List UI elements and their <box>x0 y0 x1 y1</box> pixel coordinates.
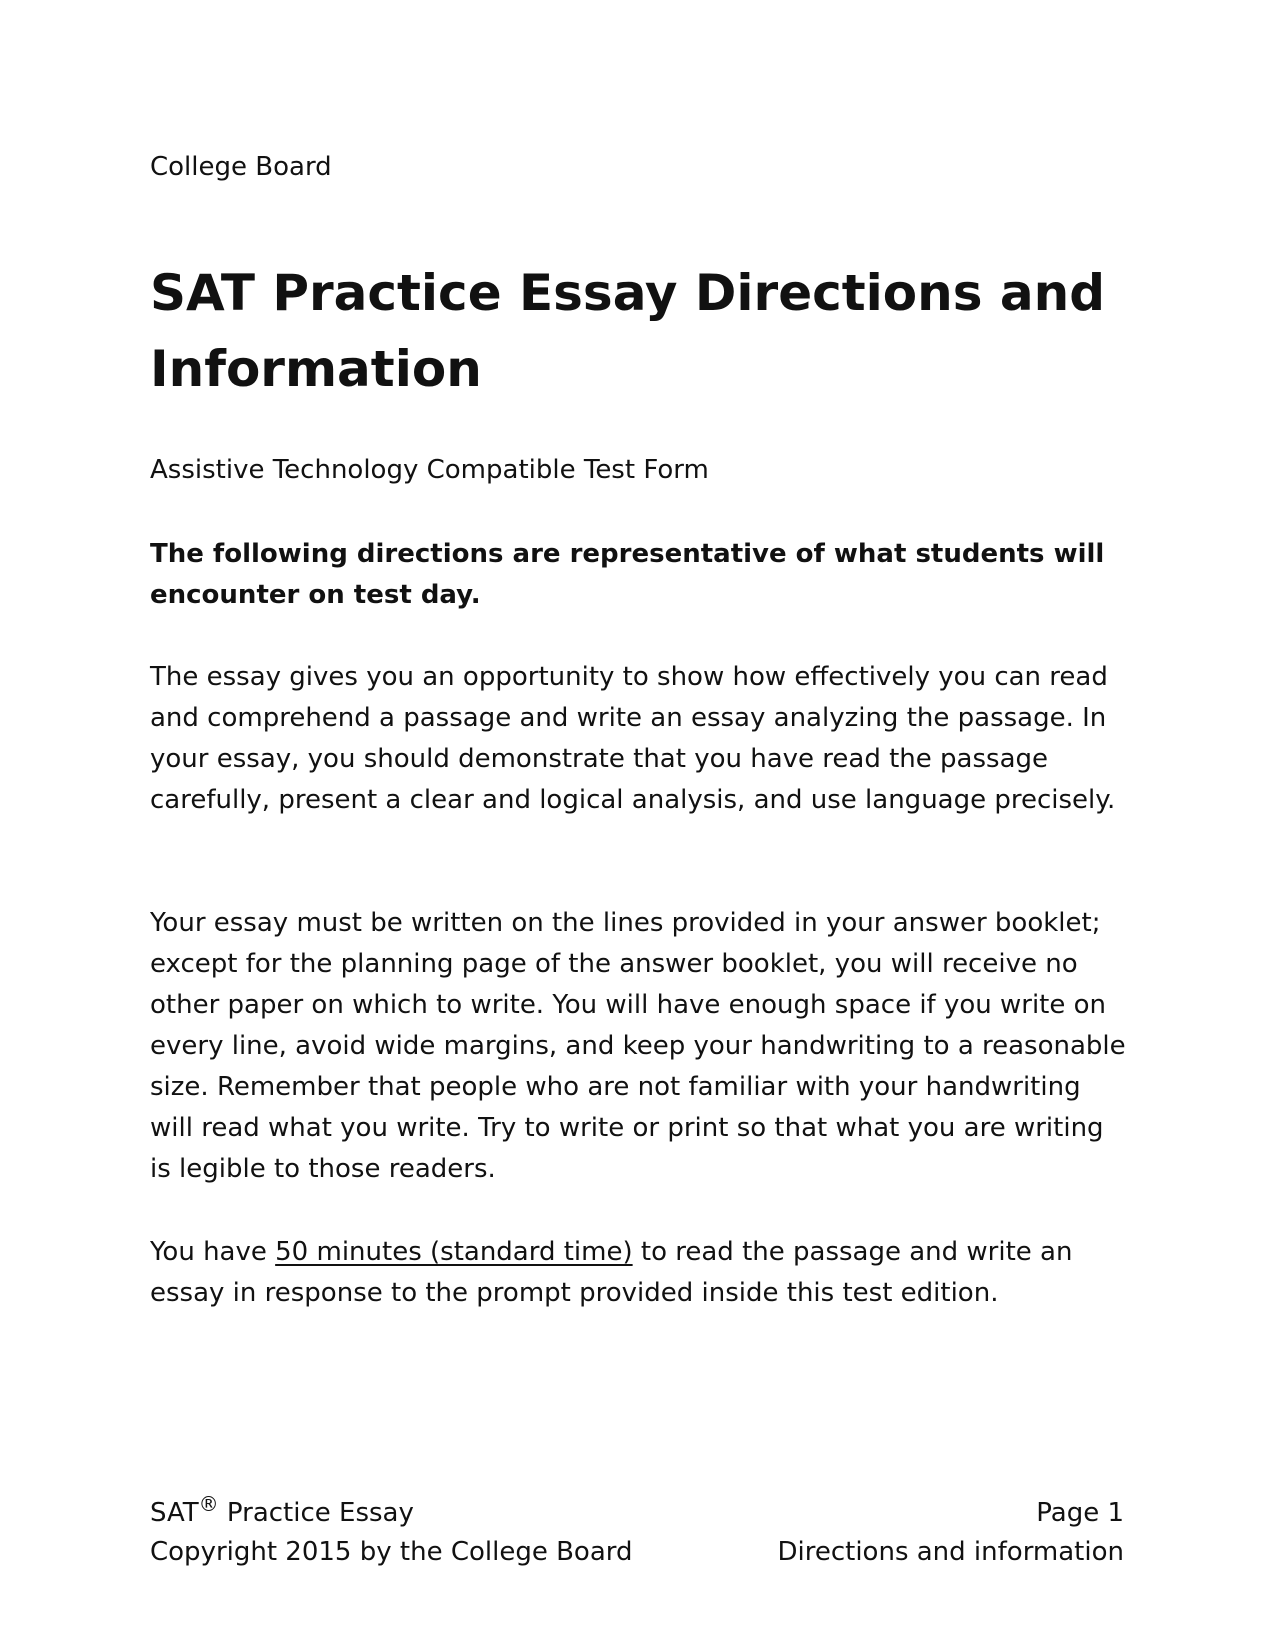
page-number: Page 1 <box>1036 1498 1124 1528</box>
footer-product-suffix: Practice Essay <box>218 1498 414 1528</box>
footer-section: Directions and information <box>777 1537 1124 1567</box>
footer-product <box>150 1494 633 1533</box>
time-text-after: to read the passage and write an essay in response to the prompt provided inside this test edition. <box>150 1237 1073 1308</box>
footer-right <box>777 1494 1124 1572</box>
time-text-before: You have <box>150 1237 276 1267</box>
standard-time-link[interactable]: 50 minutes (standard time) <box>275 1237 633 1267</box>
organization-name: College Board <box>150 152 332 182</box>
intro-statement: The following directions are representative of what students will encounter on test day. <box>150 539 1105 610</box>
footer-copyright: Copyright 2015 by the College Board <box>150 1537 633 1567</box>
footer-left <box>150 1494 633 1572</box>
page-title: SAT Practice Essay Directions and Information <box>150 264 1106 398</box>
footer-product-name: SAT <box>150 1498 199 1528</box>
registered-mark: ® <box>198 1492 219 1516</box>
test-form-name: Assistive Technology Compatible Test Form <box>150 455 709 485</box>
essay-description-paragraph: The essay gives you an opportunity to show how effectively you can read and comprehend a passage and write an essay analyzing the passage. In your essay, you should demonstrate that you have read the passage carefully, present a clear and logical analysis, and use language precisely. <box>150 662 1116 815</box>
time-limit-paragraph <box>150 1232 1130 1314</box>
answer-booklet-paragraph: Your essay must be written on the lines provided in your answer booklet; except for the planning page of the answer booklet, you will receive no other paper on which to write. You will have enough space if you write on every line, avoid wide margins, and keep your handwriting to a reasonable size. Remember that people who are not familiar with your handwriting will read what you write. Try to write or print so that what you are writing is legible to those readers. <box>150 908 1126 1184</box>
